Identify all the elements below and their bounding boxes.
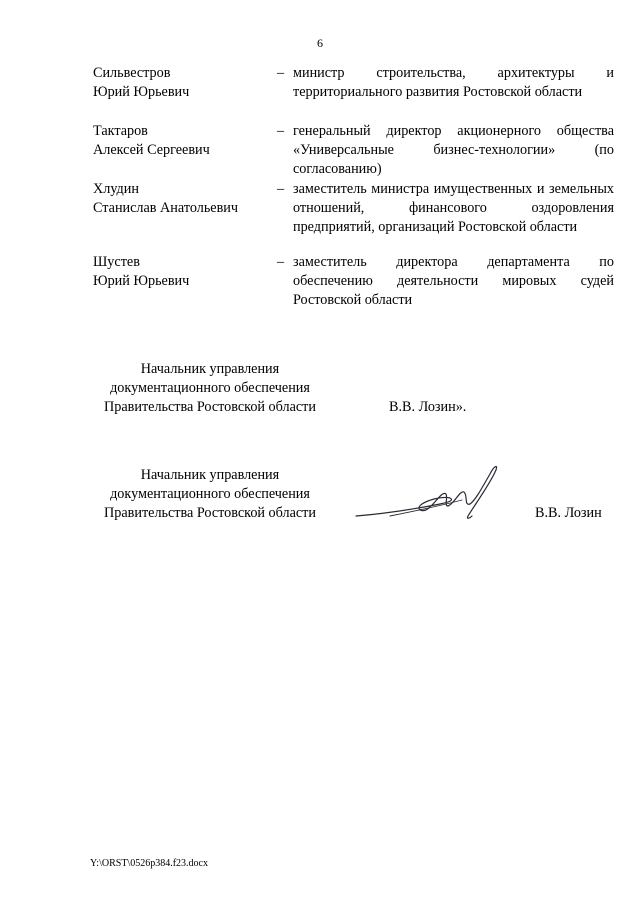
file-path: Y:\ORST\0526p384.f23.docx (90, 858, 208, 869)
signoff-title-line: Начальник управления (140, 467, 280, 483)
member-given-name: Юрий Юрьевич (93, 84, 190, 100)
signoff-title-line: Начальник управления (140, 361, 280, 377)
handwritten-signature (350, 460, 510, 532)
signoff-title-line: документационного обеспечения (110, 486, 310, 502)
signoff-name: В.В. Лозин». (389, 399, 467, 415)
signoff-title (90, 466, 330, 523)
dash-separator: – (277, 181, 285, 197)
member-position: генеральный директор акционерного общества «Универсальные бизнес-технологии» (по согласованию) (293, 123, 614, 177)
member-given-name: Алексей Сергеевич (93, 142, 210, 158)
member-name (93, 64, 273, 102)
member-surname: Тактаров (93, 123, 148, 139)
member-position: министр строительства, архитектуры и территориального развития Ростовской области (293, 65, 614, 100)
member-surname: Хлудин (93, 181, 139, 197)
member-name (93, 253, 273, 291)
dash-separator: – (277, 65, 285, 81)
signoff-title (90, 360, 330, 417)
page-number: 6 (317, 36, 323, 50)
dash-separator: – (277, 123, 285, 139)
signoff-title-line: Правительства Ростовской области (104, 505, 316, 521)
member-surname: Шустев (93, 254, 140, 270)
member-name (93, 180, 273, 218)
member-position: заместитель министра имущественных и земельных отношений, финансового оздоровления предприятий, организаций Ростовской области (293, 181, 614, 235)
signoff-name: В.В. Лозин (535, 505, 602, 521)
member-given-name: Юрий Юрьевич (93, 273, 190, 289)
signoff-title-line: документационного обеспечения (110, 380, 310, 396)
member-given-name: Станислав Анатольевич (93, 200, 239, 216)
member-name (93, 122, 273, 160)
signoff-title-line: Правительства Ростовской области (104, 399, 316, 415)
member-surname: Сильвестров (93, 65, 171, 81)
dash-separator: – (277, 254, 285, 270)
member-position: заместитель директора департамента по обеспечению деятельности мировых судей Ростовской области (293, 254, 614, 308)
